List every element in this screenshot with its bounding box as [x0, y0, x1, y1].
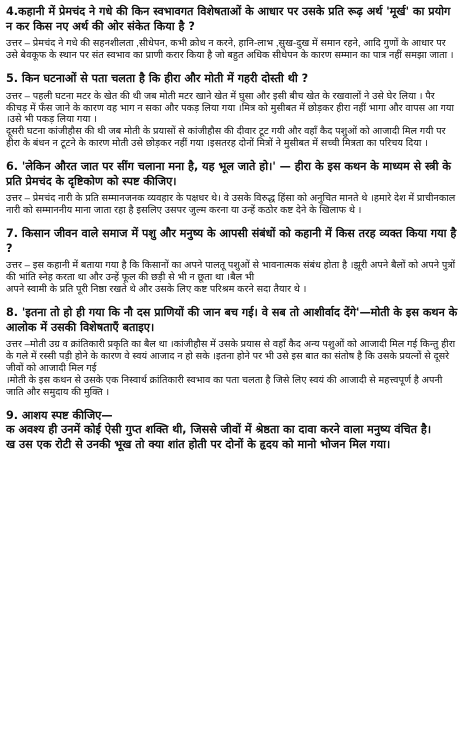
answer-8: उत्तर –मोती उग्र व क्रांतिकारी प्रकृति का बैल था ।कांजीहौस में उसके प्रयास से वहाँ कैद अन्य पशुओं को आजादी मिल गई किन्तु हीरा के गले में रस्सी पड़ी होने के कारण वे स्वयं आजाद न हो सके ।इतना होने पर भी उसे इस बात का संतोष है कि उसके प्रयत्नों से दूसरे जीवों को आजादी मिल गई ।मोती के इस कथन से उसके एक निस्वार्थ क्रांतिकारी स्वभाव का पता चलता है जिसे लिए स्वयं की आजादी से महत्त्वपूर्ण है अपनी जाति और समुदाय की मुक्ति । [6, 339, 456, 398]
answer-4: उत्तर – प्रेमचंद ने गधे की सहनशीलता ,सीधेपन, कभी क्रोध न करने, हानि-लाभ ,सुख-दुख में समान रहने, आदि गुणों के आधार पर उसे बेवकूफ के स्थान पर संत स्वभाव का प्राणी करार किया है जो बहुत अधिक सीधेपन के कारण सम्मान का पात्र नहीं समझा जाता । [6, 38, 454, 62]
question-6: 6. 'लेकिन औरत जात पर सींग चलाना मना है, यह भूल जाते हो।' — हीरा के इस कथन के माध्यम से स्त्री के प्रति प्रेमचंद के दृष्टिकोण को स्पष्ट कीजिए। [6, 160, 451, 188]
question-8: 8. 'इतना तो हो ही गया कि नौ दस प्राणियों की जान बच गई। वे सब तो आशीर्वाद देंगे'—मोती के इस कथन के आलोक में उसकी विशेषताएँ बताइए। [6, 306, 458, 334]
question-9: 9. आशय स्पष्ट कीजिए— क अवश्य ही उनमें कोई ऐसी गुप्त शक्ति थी, जिससे जीवों में श्रेष्ठता का दावा करने वाला मनुष्य वंचित है। ख उस एक रोटी से उनकी भूख तो क्या शांत होती पर दोनों के हृदय को मानो भोजन मिल गया। [6, 408, 432, 451]
question-4: 4.कहानी में प्रेमचंद ने गधे की किन स्वभावगत विशेषताओं के आधार पर उसके प्रति रूढ़ अर्थ 'मूर्ख' का प्रयोग न कर किस नए अर्थ की ओर संकेत किया है ? [6, 5, 451, 33]
answer-6: उत्तर – प्रेमचंद नारी के प्रति सम्मानजनक व्यवहार के पक्षधर थे। वे उसके विरुद्ध हिंसा को अनुचित मानते थे ।हमारे देश में प्राचीनकाल नारी को सम्माननीय माना जाता रहा है इसलिए उसपर जुल्म करना या उन्हें कठोर कष्ट देने के खिलाफ थे । [6, 193, 456, 217]
answer-5: उत्तर – पहली घटना मटर के खेत की थी जब मोती मटर खाने खेत में घुसा और इसी बीच खेत के रखवालों ने उसे घेर लिया । पैर कीचड़ में फँस जाने के कारण वह भाग न सका और पकड़ लिया गया ।मित्र को मुसीबत में छोड़कर हीरा नहीं भागा और वापस आ गया ।उसे भी पकड़ लिया गया । दूसरी घटना कांजीहौस की थी जब मोती के प्रयासों से कांजीहौस की दीवार टूट गयी और वहाँ कैद पशुओं को आजादी मिल गयी पर हीरा के बंधन न टूटने के कारण मोती उसे छोड़कर नहीं गया ।इसतरह दोनों मित्रों ने मुसीबत में सच्ची मित्रता का परिचय दिया । [6, 90, 455, 150]
answer-7: उत्तर – इस कहानी में बताया गया है कि किसानों का अपने पालतू पशुओं से भावनात्मक संबंध होता है ।झूरी अपने बैलों को अपने पुत्रों की भांति स्नेह करता था और उन्हें फूल की छड़ी से भी न छूता था ।बैल भी अपने स्वामी के प्रति पूरी निष्ठा रखते थे और उसके लिए कष्ट परिश्रम करने सदा तैयार थे । [6, 260, 456, 296]
question-5: 5. किन घटनाओं से पता चलता है कि हीरा और मोती में गहरी दोस्ती थी ? [6, 72, 309, 85]
question-7: 7. किसान जीवन वाले समाज में पशु और मनुष्य के आपसी संबंधों को कहानी में किस तरह व्यक्त किया गया है ? [6, 227, 457, 255]
